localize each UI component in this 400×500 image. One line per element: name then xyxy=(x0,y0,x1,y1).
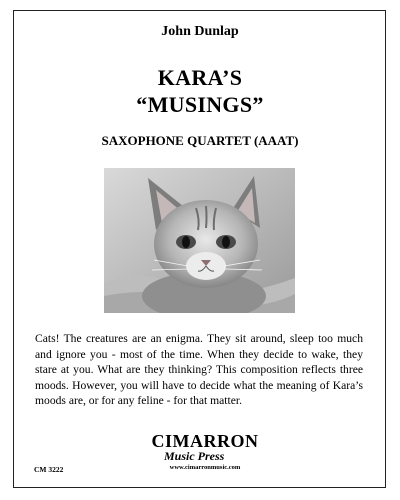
composer-name: John Dunlap xyxy=(161,24,239,39)
publisher-name: CIMARRON xyxy=(151,431,259,451)
title-line-2: “MUSINGS” xyxy=(136,92,264,117)
catalog-number: CM 3222 xyxy=(34,465,64,474)
publisher-logo xyxy=(150,432,260,472)
piece-title xyxy=(0,64,400,118)
description-text: Cats! The creatures are an enigma. They sit around, sleep too much and ignore you - most of the time. When they decide to wake, they stare at you. What are they thinking? This composition reflects three moods. However, you will have to decide what the meaning of Kara’s moods are, or for any feline - for that matter. xyxy=(35,332,363,408)
instrumentation: SAXOPHONE QUARTET (AAAT) xyxy=(101,133,299,148)
title-line-1: KARA’S xyxy=(157,65,243,90)
cat-photo xyxy=(104,168,295,313)
publisher-subtitle: Music Press xyxy=(164,449,225,463)
publisher-url: www.cimarronmusic.com xyxy=(169,464,241,471)
